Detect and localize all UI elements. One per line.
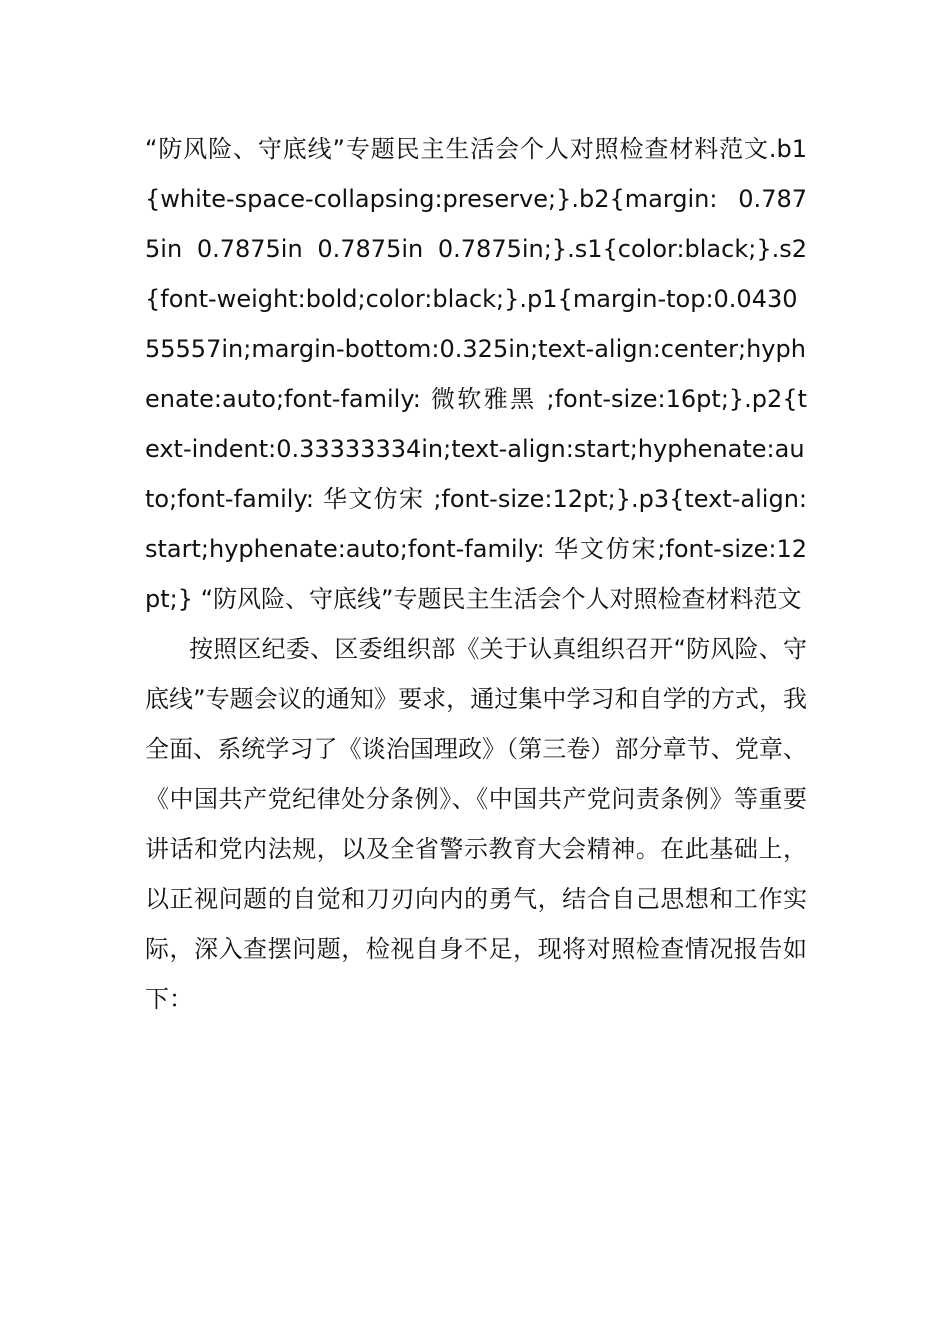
intro-paragraph: 按照区纪委、区委组织部《关于认真组织召开“防风险、守底线”专题会议的通知》要求，通过集中学习和自学的方式，我全面、系统学习了《谈治国理政》（第三卷）部分章节、党章、《中国共产党纪律处分条例》、《中国共产党问责条例》等重要讲话和党内法规，以及全省警示教育大会精神。在此基础上，以正视问题的自觉和刀刃向内的勇气，结合自己思想和工作实际，深入查摆问题，检视自身不足，现将对照检查情况报告如下： [145, 635, 807, 1013]
title-and-style-paragraph: “防风险、守底线”专题民主生活会个人对照检查材料范文.b1{white-space-collapsing:preserve;}.b2{margin: 0.7875in 0.7875in 0.7875in 0.7875in;}.s1{color:black;}.s2{font-weight:bold;color:black;}.p1{margin-top:0.043055557in;margin-bottom:0.325in;text-align:center;hyphenate:auto;font-family: 微软雅黑 ;font-size:16pt;}.p2{text-indent:0.33333334in;text-align:start;hyphenate:auto;font-family: 华文仿宋 ;font-size:12pt;}.p3{text-align:start;hyphenate:auto;font-family: 华文仿宋;font-size:12pt;} “防风险、守底线”专题民主生活会个人对照检查材料范文 [145, 135, 807, 613]
document-body [145, 124, 807, 1024]
